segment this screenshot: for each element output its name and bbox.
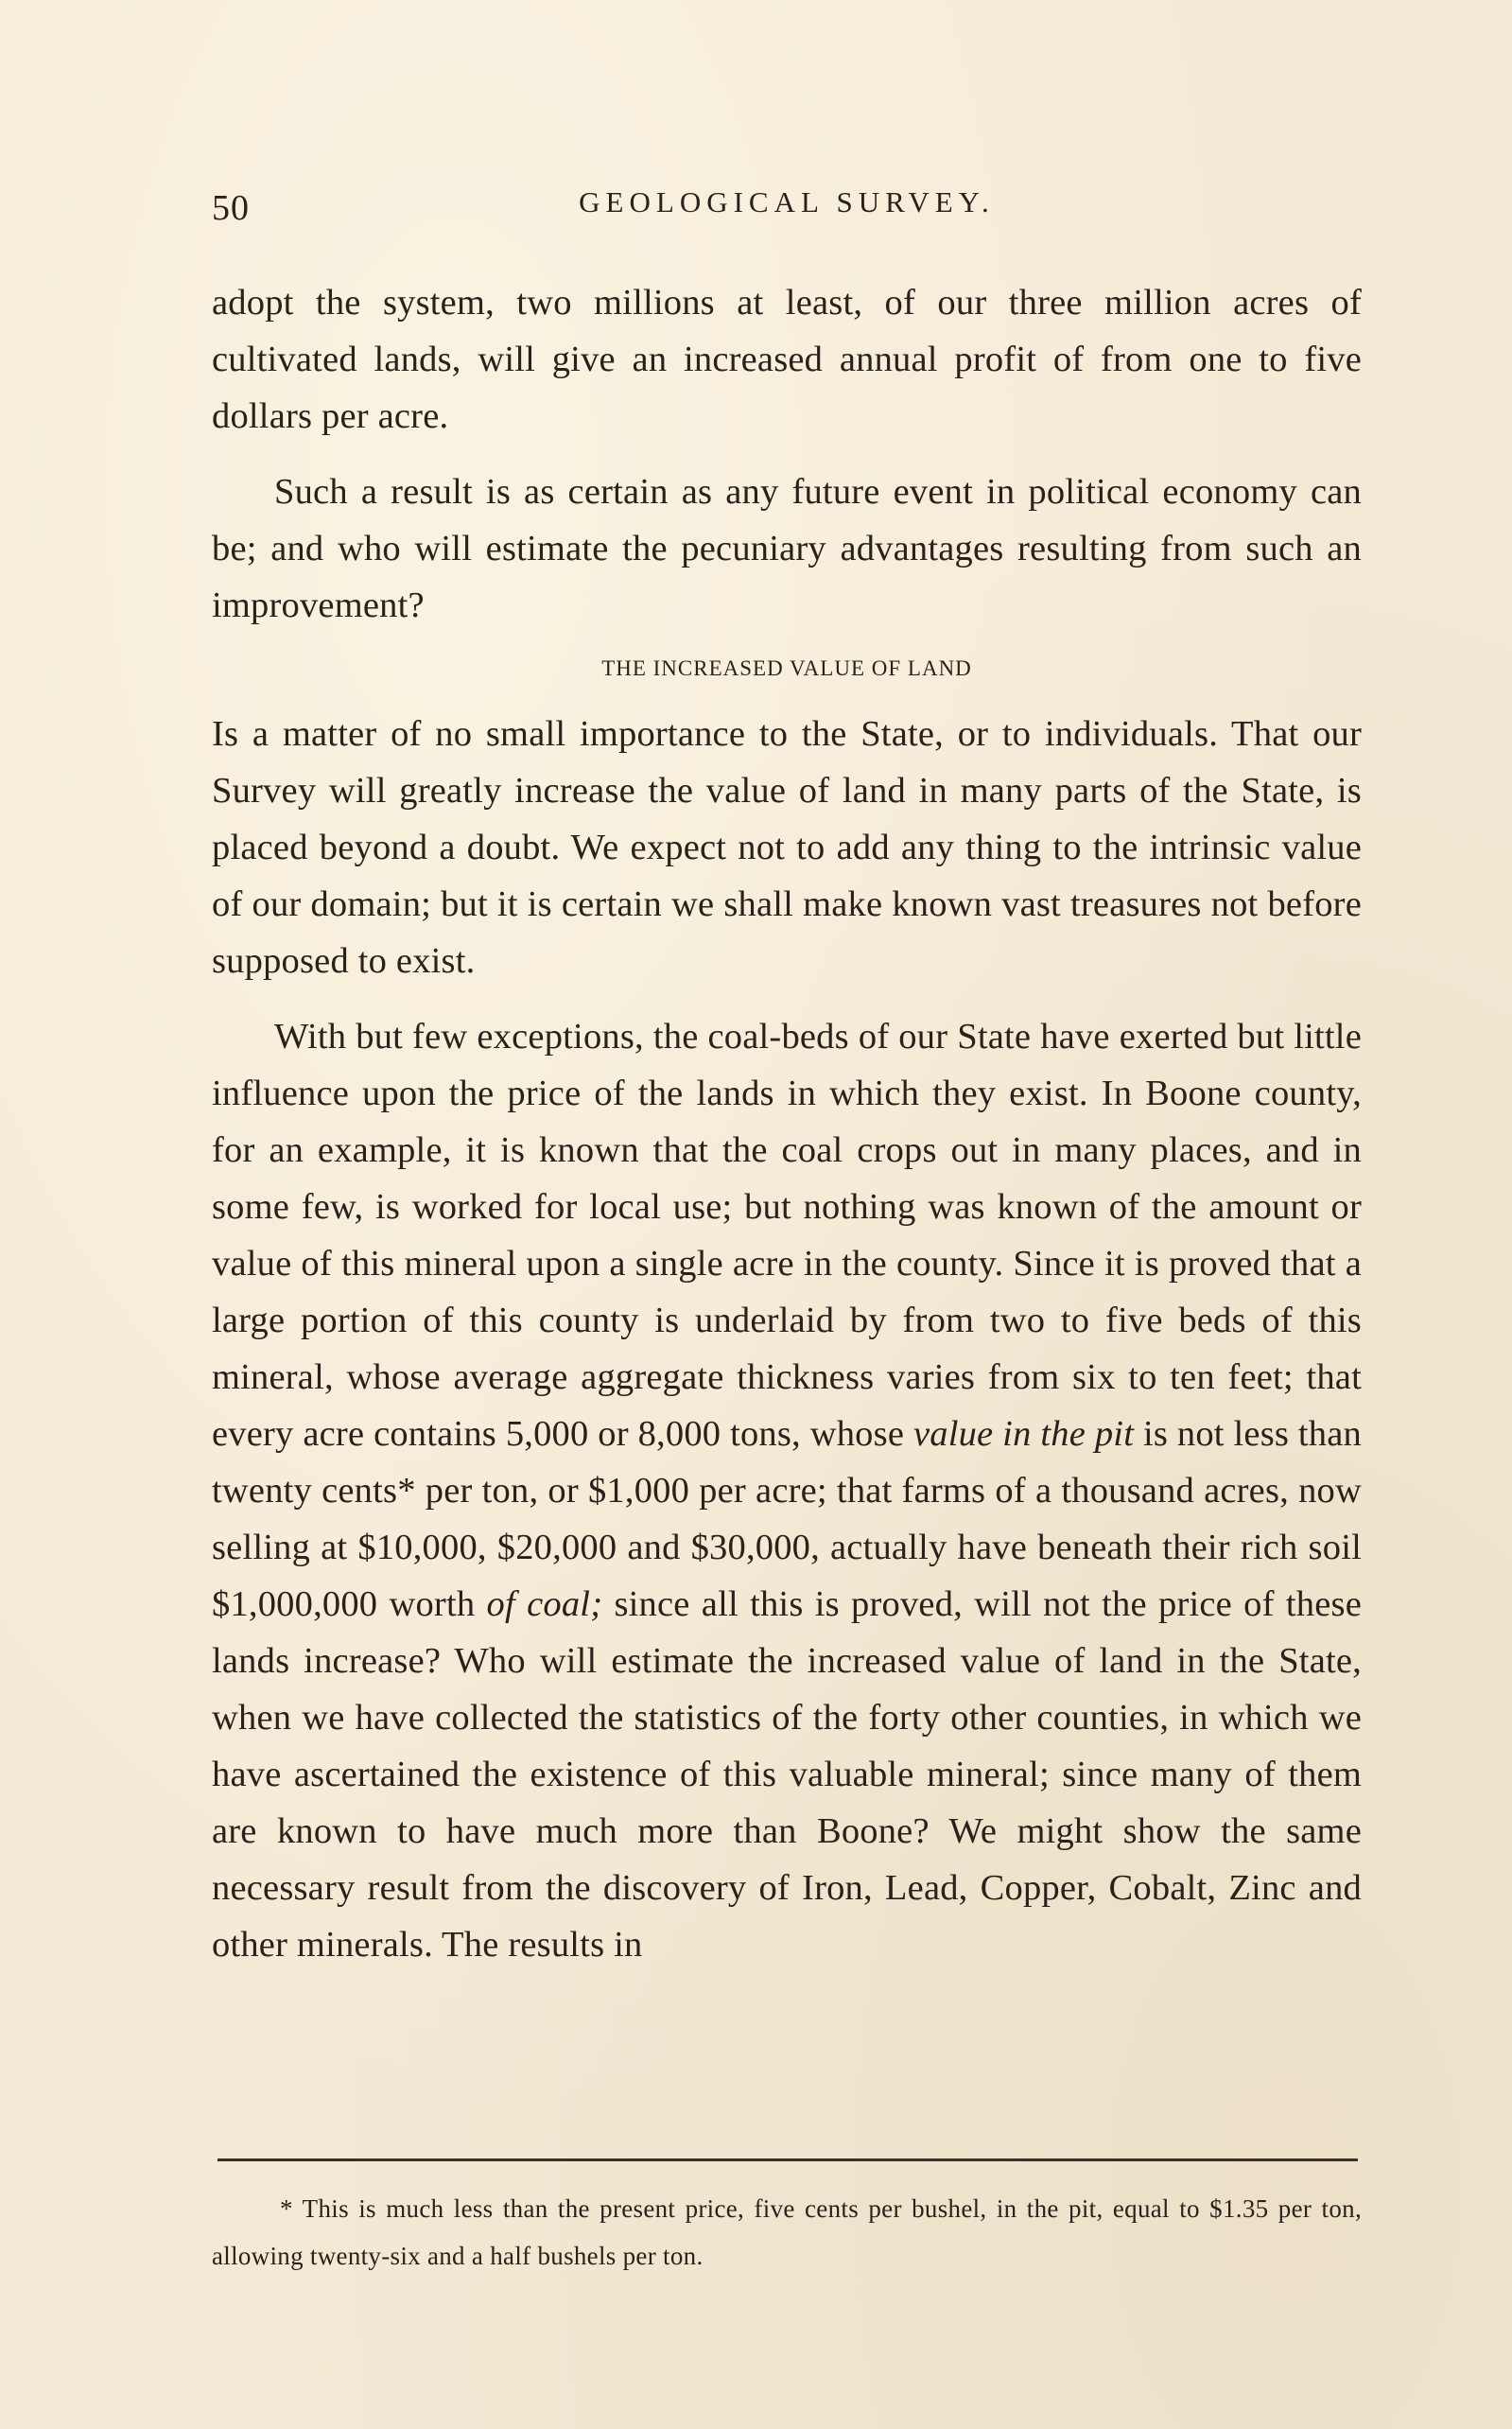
page-number: 50 — [212, 188, 250, 228]
italic-value-in-the-pit: value in the pit — [912, 1414, 1135, 1454]
paragraph-coal-beds — [212, 1008, 1362, 1973]
paragraph-continuation: adopt the system, two millions at least, of our three million acres of cultivated lands, will give an increased annual profit of from one to five dollars per acre. — [212, 283, 1362, 436]
section-heading: THE INCREASED VALUE OF LAND — [601, 656, 972, 680]
page-header — [212, 182, 1362, 238]
paragraph-coal-beds-part1: With but few exceptions, the coal-beds of our State have exerted but little influence upon the price of the lands in which they exist. In Boone county, for an example, it is known that the coal crops out in many places, and in some few, is worked for local use; but nothing was known of the amount or value of this mineral upon a single acre in the county. Since it is proved that a large portion of this county is underlaid by from two to five beds of this mineral, whose average aggregate thickness varies from six to ten feet; that every acre contains 5,000 or 8,000 tons, whose — [212, 1017, 1362, 1454]
footnote-divider — [217, 2158, 1358, 2161]
paragraph-coal-beds-part2: is not less than twenty cents* per ton, or $1,000 per acre; that farms of a thousand acres, now selling at $10,000, $20,000 and $30,000, actually have beneath their rich soil $1,000,000 worth — [212, 1414, 1362, 1624]
body-text — [212, 274, 1362, 1973]
running-head: GEOLOGICAL SURVEY. — [579, 185, 995, 218]
footnote-text: * This is much less than the present price, five cents per bushel, in the pit, equal to $1.35 per ton, allowing twenty-six and a half bushels per ton. — [212, 2194, 1362, 2270]
footnote — [212, 2185, 1362, 2280]
paragraph-result: Such a result is as certain as any future event in political economy can be; and who will estimate the pecuniary advantages resulting from such an improvement? — [212, 472, 1362, 625]
paragraph-coal-beds-part3: since all this is proved, will not the price of these lands increase? Who will estimate the increased value of land in the State, when we have collected the statistics of the forty other counties, in which we have ascertained the existence of this valuable mineral; since many of them are known to have much more than Boone? We might show the same necessary result from the discovery of Iron, Lead, Copper, Cobalt, Zinc and other minerals. The results in — [212, 1584, 1362, 1965]
italic-of-coal: of coal; — [486, 1584, 603, 1624]
paragraph-land-value: Is a matter of no small importance to the State, or to individuals. That our Survey will greatly increase the value of land in many parts of the State, is placed beyond a doubt. We expect not to add any thing to the intrinsic value of our domain; but it is certain we shall make known vast treasures not before supposed to exist. — [212, 714, 1362, 981]
